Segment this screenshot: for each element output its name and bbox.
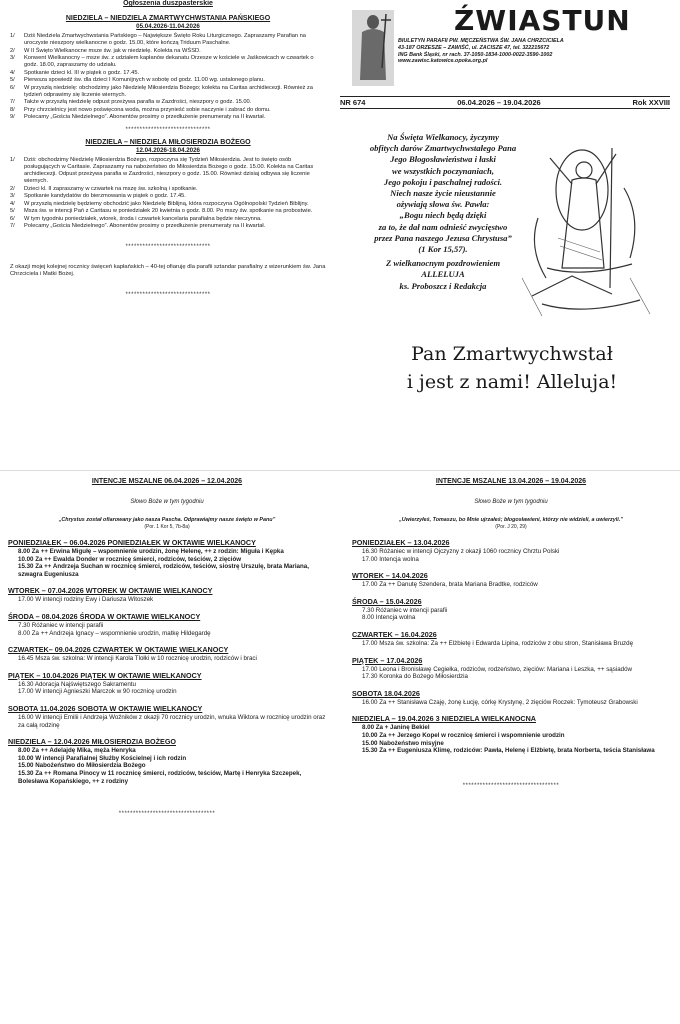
greeting-line: przez Pana naszego Jezusa Chrystusa” [374, 232, 512, 243]
day-header: CZWARTEK– 09.04.2026 CZWARTEK W OKTAWIE WIELKANOCY [8, 645, 229, 655]
mass-intention: 7.30 Różaniec w intencji parafii [18, 621, 104, 629]
mass-intention: 16.30 Różaniec w intencji Ojczyzny z okazji 1060 rocznicy Chrztu Polski [362, 548, 560, 555]
info-line-address: 43-187 ORZESZE – ZAWIŚĆ, ul. ZACISZE 47, tel. 322215672 [398, 44, 550, 51]
notice-number: 6/ [10, 84, 15, 91]
notice-number: 9/ [10, 114, 15, 120]
notice-text: Msza św. w intencji Pań z Caritasu w poniedziałek 20 kwietnia o godz. 8.00. Po mszy św. spotkanie na probostwie. [24, 208, 313, 214]
notice-text: Dzieci kl. II zapraszamy w czwartek na mszę św. szkolną i spotkanie. [24, 185, 198, 192]
day-header: NIEDZIELA – 12.04.2026 MIŁOSIERDZIA BOŻEGO [8, 737, 177, 747]
greeting-line: Niech nasze życie nieustannie [390, 188, 496, 199]
info-line-bank: ING Bank Śląski, nr rach. 37-1050-1834-1000-0022-3590-1002 [398, 51, 553, 58]
notice-item [10, 85, 326, 99]
intentions-week1 [8, 478, 326, 823]
separator-stars-3: ****************************** [125, 292, 211, 299]
notice-text: Dziś Niedziela Zmartwychwstania Pańskiego – Największe Święto Roku Liturgicznego. Zapraszamy Parafian na uroczyste nieszpory wielkanocne o godz. 15.00, które kończą Triduum Paschalne. [24, 33, 306, 46]
days-list [352, 538, 670, 755]
mass-intention: 17.00 Msza św. szkolna: Za ++ Elżbietę i Edwarda Lipina, rodziców z obu stron, Stanisława Bruzdę [362, 639, 634, 647]
word-of-god-label: Słowo Boże w tym tygodniu [130, 499, 204, 505]
notice-text: W przyszłą niedzielę będziemy obchodzić jako Niedzielę Biblijną, która rozpoczyna Ogólnopolski Tydzień Biblijny. [24, 200, 309, 207]
notices-header: Ogłoszenia duszpasterskie [123, 0, 213, 7]
mass-intention: 17.30 Koronka do Bożego Miłosierdzia [362, 673, 468, 681]
notice-text: Polecamy „Gościa Niedzielnego”. Abonentów prosimy o przedłużenie prenumeraty na II kwartał. [24, 223, 266, 229]
script-line-1: Pan Zmartwychwstał [411, 343, 613, 365]
mass-intention: 8.00 Za + Janinę Bekiel [362, 724, 430, 732]
mass-intention: 15.30 Za ++ Andrzeja Suchan w rocznicę śmierci, rodziców, teściów, siostrę Urszulę, brata Mariana, szwagra Eugeniusza [18, 563, 309, 578]
greeting-line: ożywiają słowa św. Pawła: [396, 199, 490, 210]
saint-john-logo [350, 8, 396, 88]
risen-lord-message [372, 340, 652, 396]
notice-number: 6/ [10, 215, 15, 222]
separator-stars: ****************************** [125, 127, 211, 133]
day-block [352, 538, 670, 563]
notice-number: 7/ [10, 223, 15, 229]
mass-intention: 15.00 Nabożeństwo misyjne [362, 739, 444, 747]
mass-intention: 17.00 W intencji rodziny Ewy i Dariusza Witoszek [18, 596, 154, 604]
day-header: ŚRODA – 08.04.2026 ŚRODA W OKTAWIE WIELKANOCY [8, 611, 201, 621]
notice-item [10, 55, 326, 69]
notice-item [10, 193, 326, 200]
notice-item [10, 223, 326, 230]
notice-number: 3/ [10, 193, 15, 199]
bulletin-info [398, 38, 638, 65]
day-header: PONIEDZIAŁEK – 06.04.2026 PONIEDZIAŁEK W OKTAWIE WIELKANOCY [8, 538, 256, 547]
day-header: SOBOTA 18.04.2026 [352, 688, 420, 698]
mass-intention: 8.00 Za ++ Andrzeja Ignacy – wspomnienie urodzin, matkę Hildegardę [18, 629, 211, 637]
day-block [352, 597, 670, 622]
notice-item [10, 114, 326, 121]
day-block [8, 704, 326, 729]
week1-title: NIEDZIELA – NIEDZIELA ZMARTWYCHWSTANIA PAŃSKIEGO [65, 15, 271, 22]
mass-intention: 16.00 W intencji Emilii i Andrzeja Woźników z okazji 70 rocznicy urodzin, wnuka Wiktora w rocznicę urodzin oraz za całą rodzinę [18, 713, 326, 729]
notices-section [10, 0, 326, 304]
notice-text: Przy chrzcielnicy jest nowo poświęcona woda, można przynieść sobie naczynie i zabrać do domu. [24, 106, 271, 113]
greeting-line: Jego Błogosławieństwa i łaski [390, 154, 496, 165]
mass-intention: 17.00 Za ++ Danutę Szendera, brata Mariana Bradtke, rodziców [362, 581, 538, 589]
notice-number: 1/ [10, 33, 15, 39]
mass-intention: 10.00 Za ++ Ewalda Donder w rocznicę śmierci, rodziców, teściów, 2 zięciów [18, 555, 242, 563]
greeting-line: ALLELUJA [421, 269, 465, 280]
word-of-god-label: Słowo Boże w tym tygodniu [474, 499, 548, 505]
issue-number: NR 674 [340, 98, 366, 107]
notice-item [10, 186, 326, 193]
notice-number: 4/ [10, 69, 15, 76]
info-line-website: www.zawisc.katowice.opoka.org.pl [398, 58, 488, 65]
quote-reference: (Por. 1 Kor 5, 7b-8a) [144, 524, 190, 530]
day-block [8, 538, 326, 578]
day-block [8, 612, 326, 637]
notice-text: Dziś: obchodzimy Niedzielę Miłosierdzia Bożego, rozpoczyna się Tydzień Miłosierdzia. Jest to święto osób posługujących w Caritasie. Zapraszamy na nabożeństwo do Miłosierdzia Bożego o godz. 15.00. Kolekta na Caritas archidiecezji. Odpust przeżywa parafia w Zazdrości, nieszpory o godz. 15.00. Również dzisiaj odbywa się liczenie wiernych. [24, 157, 314, 184]
notice-number: 3/ [10, 55, 15, 61]
notice-number: 2/ [10, 185, 15, 192]
notice-text: Spotkanie kandydatów do bierzmowania w piątek o godz. 17.45. [24, 193, 186, 199]
week1-dates: 05.04.2026-11.04.2026 [136, 23, 200, 30]
mass-intention: 17.00 Intencja wolna [362, 555, 419, 563]
day-header: CZWARTEK – 16.04.2026 [352, 629, 437, 639]
day-block [352, 689, 670, 707]
issue-dates: 06.04.2026 – 19.04.2026 [457, 98, 541, 107]
day-block [8, 645, 326, 663]
mass-intention: 8.00 Za ++ Adelajdę Mika, męża Henryka [18, 747, 136, 755]
notice-item [10, 99, 326, 106]
week1-notices-list [10, 33, 326, 121]
day-block [352, 714, 670, 754]
intentions-title: INTENCJE MSZALNE 13.04.2026 – 19.04.2026 [435, 478, 587, 485]
notice-number: 7/ [10, 99, 15, 105]
notice-text: Także w przyszłą niedzielę odpust przeżywa parafia w Zazdrości, nieszpory o godz. 15.00. [24, 99, 252, 105]
mass-intention: 17.00 Leona i Bronisławę Cegiełka, rodziców, rodzeństwo, zięciów: Mariana i Leszka, ++ sąsiadów [362, 665, 632, 673]
intentions-week2 [352, 478, 670, 795]
notice-item [10, 157, 326, 185]
week-quote: „Chrystus został ofiarowany jako nasza Pascha. Odprawiajmy nasze święto w Panu” [58, 517, 276, 523]
day-header: WTOREK – 14.04.2026 [352, 571, 428, 581]
mass-intention: 16.00 Za ++ Stanisława Czaję, żonę Łucję, córkę Krystynę, 2 zięciów Roczek: Tymoteusz Grabowski [362, 698, 638, 706]
greeting-line: Jego pokoju i paschalnej radości. [383, 176, 503, 187]
notice-item [10, 70, 326, 77]
info-line-parish: BIULETYN PARAFII PW. MĘCZEŃSTWA ŚW. JANA CHRZCICIELA [398, 38, 564, 44]
mass-intention: 8.00 Za ++ Erwina Migułę – wspomnienie urodzin, żonę Helenę, ++ z rodzin: Miguła i Kępka [18, 548, 284, 555]
day-block [352, 571, 670, 589]
separator-stars: ********************************** [118, 811, 216, 818]
week2-notices-list [10, 157, 326, 230]
day-header: WTOREK – 07.04.2026 WTOREK W OKTAWIE WIELKANOCY [8, 586, 213, 596]
notice-text: Pierwsza spowiedź św. dla dzieci I Komunijnych w sobotę od godz. 11.00 wg. ustalonego planu. [24, 77, 265, 83]
mass-intention: 7.30 Różaniec w intencji parafii [362, 606, 448, 614]
script-line-2: i jest z nami! Alleluja! [406, 371, 618, 393]
greeting-line: Z wielkanocnym pozdrowieniem [385, 258, 501, 269]
greeting-line: obfitych darów Zmartwychwstałego Pana [369, 143, 517, 154]
day-header: SOBOTA 11.04.2026 SOBOTA W OKTAWIE WIELKANOCY [8, 703, 203, 713]
day-header: PIĄTEK – 17.04.2026 [352, 655, 423, 665]
day-header: NIEDZIELA – 19.04.2026 3 NIEDZIELA WIELKANOCNA [352, 714, 536, 724]
issue-bar [340, 96, 670, 109]
notice-number: 2/ [10, 47, 15, 54]
notice-item [10, 201, 326, 208]
days-list [8, 538, 326, 785]
anniversary-note: Z okazji mojej kolejnej rocznicy święceń kapłańskich – 40-tej ofiaruję dla parafii sztandar parafialny z wizerunkiem św. Jana Chrzciciela i Matki Bożej. [10, 264, 326, 278]
intentions-title: INTENCJE MSZALNE 06.04.2026 – 12.04.2026 [91, 478, 243, 485]
mass-intention: 17.00 W intencji Agnieszki Marczok w 90 rocznicę urodzin [18, 688, 177, 696]
page-divider [0, 470, 680, 471]
notice-number: 1/ [10, 157, 15, 163]
week2-dates: 12.04.2026-18.04.2026 [136, 147, 200, 154]
greeting-line: Na Święta Wielkanocy, życzymy [387, 132, 499, 142]
notice-text: Spotkanie dzieci kl. III w piątek o godz. 17.45. [24, 69, 140, 76]
mass-intention: 10.00 Za ++ Jerzego Kopel w rocznicę śmierci i wspomnienie urodzin [362, 731, 565, 739]
issue-year: Rok XXVIII [632, 98, 670, 107]
week-quote: „Uwierzyłeś, Tomaszu, bo Mnie ujrzałeś; błogosławieni, którzy nie widzieli, a uwierzyli.” [399, 517, 623, 523]
greeting-line: ks. Proboszcz i Redakcja [399, 280, 487, 291]
day-block [8, 671, 326, 696]
separator-stars-2: ****************************** [125, 244, 211, 250]
notice-item [10, 107, 326, 114]
day-block [8, 737, 326, 785]
quote-reference: (Por. J 20, 29) [495, 524, 527, 530]
notice-text: Konwent Wielkanocny – msze św. z udziałem kapłanów dekanatu Orzesze w kościele w Jaśkowicach w czwartek o godz. 18.00, zapraszamy do udziału. [24, 55, 314, 68]
day-block [352, 630, 670, 648]
notice-text: W przyszłą niedzielę: obchodzimy jako Niedzielę Miłosierdzia Bożego; kolekta na Caritas archidiecezji. Również za tydzień odprawimy się liczenie wiernych. [24, 84, 313, 98]
notice-text: W tym tygodniu poniedziałek, wtorek, środa i czwartek kancelaria parafialna będzie nieczynna. [24, 215, 262, 222]
day-block [8, 586, 326, 604]
notice-number: 5/ [10, 208, 15, 214]
mass-intention: 15.30 Za ++ Romana Pinocy w 11 rocznicę śmierci, rodziców, teściów, Martę i Henryka Szczepek, Bolesława Kopańskiego, ++ z rodziny [18, 769, 302, 785]
mass-intention: 16.30 Adoracja Najświętszego Sakramentu [18, 680, 136, 688]
separator-stars: ********************************** [462, 782, 560, 789]
notice-text: W II Święto Wielkanocne msze św. jak w niedzielę. Kolekta na WŚSD. [24, 47, 201, 54]
notice-text: Polecamy „Gościa Niedzielnego”. Abonentów prosimy o przedłużenie prenumeraty na II kwartał. [24, 114, 266, 120]
mass-intention: 8.00 Intencja wolna [362, 614, 416, 622]
greeting-line: (1 Kor 15,57). [418, 244, 468, 255]
notice-item [10, 33, 326, 47]
day-block [352, 656, 670, 681]
greeting-line: „Bogu niech będą dzięki [399, 210, 487, 221]
day-header: PONIEDZIAŁEK – 13.04.2026 [352, 538, 450, 547]
notice-item [10, 48, 326, 55]
notice-item [10, 216, 326, 223]
greeting-line: za to, że dał nam odnieść zwycięstwo [378, 221, 508, 232]
greeting-line: we wszystkich poczynaniach, [392, 165, 494, 176]
day-header: ŚRODA – 15.04.2026 [352, 596, 422, 606]
notice-number: 5/ [10, 77, 15, 83]
bulletin-title: ŹWIASTUN [454, 4, 631, 37]
notice-number: 8/ [10, 106, 15, 113]
mass-intention: 15.00 Nabożeństwo do Miłosierdzia Bożego [18, 762, 146, 770]
mass-intention: 16.45 Msza św. szkolna: W intencji Karola Tlołki w 10 rocznicę urodzin, rodziców i braci [18, 655, 257, 663]
week2-title: NIEDZIELA – NIEDZIELA MIŁOSIERDZIA BOŻEGO [85, 139, 251, 146]
notice-item [10, 77, 326, 84]
risen-christ-illustration [512, 128, 662, 323]
mass-intention: 10.00 W intencji Parafialnej Służby Kościelnej i ich rodzin [18, 754, 187, 762]
mass-intention: 15.30 Za ++ Eugeniusza Klimę, rodziców: Pawła, Helenę i Elżbietę, brata Norberta, teścia Stanisława [362, 747, 655, 755]
notice-item [10, 208, 326, 215]
notice-number: 4/ [10, 200, 15, 207]
day-header: PIĄTEK – 10.04.2026 PIĄTEK W OKTAWIE WIELKANOCY [8, 670, 202, 680]
